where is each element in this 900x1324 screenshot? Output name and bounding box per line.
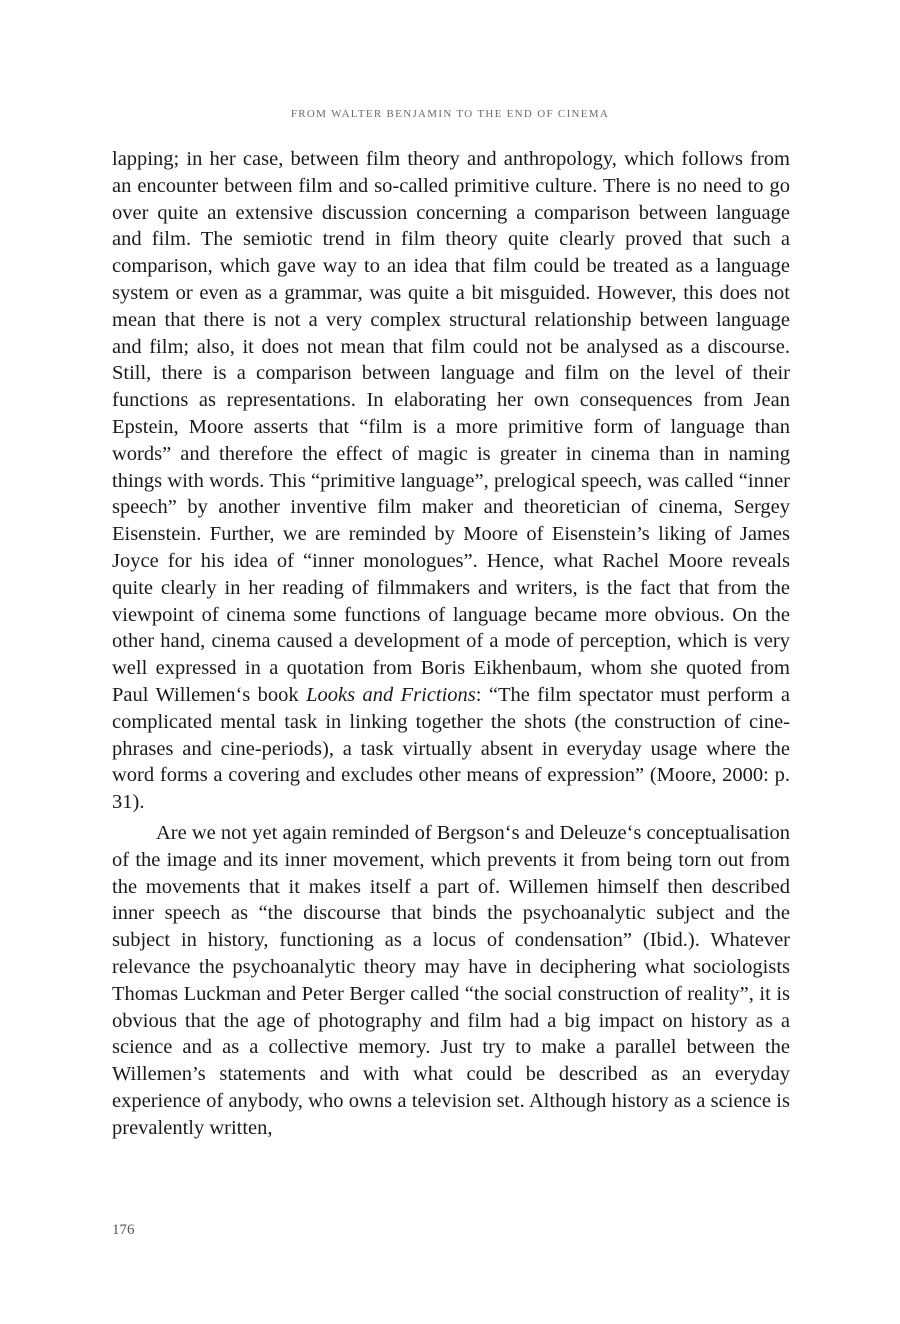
paragraph (112, 146, 790, 816)
book-title: Looks and Frictions (306, 683, 476, 706)
paragraph-text: : “The film spectator must perform a complicated mental task in linking together the shots (the construction of cine-phrases and cine-periods), a task virtually absent in everyday usage where the word forms a covering and excludes other means of expression” (Moore, 2000: p. 31). (112, 683, 790, 814)
paragraph: Are we not yet again reminded of Bergson‘s and Deleuze‘s conceptualisation of the image and its inner movement, which prevents it from being torn out from the movements that it makes itself a part of. Willemen himself then described inner speech as “the discourse that binds the psychoanalytic subject and the subject in history, functioning as a locus of condensation” (Ibid.). Whatever relevance the psychoanalytic theory may have in deciphering what sociologists Thomas Luckman and Peter Berger called “the social construction of reality”, it is obvious that the age of photography and film had a big impact on history as a science and as a collective memory. Just try to make a parallel between the Willemen’s statements and with what could be described as an everyday experience of anybody, who owns a television set. Although history as a science is prevalently written, (112, 821, 790, 1139)
body-text (112, 146, 790, 1141)
running-head: FROM WALTER BENJAMIN TO THE END OF CINEMA (290, 108, 610, 120)
paragraph-text: lapping; in her case, between film theory and anthropology, which follows from an encounter between film and so-called primitive culture. There is no need to go over quite an extensive discussion concerning a comparison between language and film. The semiotic trend in film theory quite clearly proved that such a comparison, which gave way to an idea that film could be treated as a language system or even as a grammar, was quite a bit misguided. However, this does not mean that there is not a very complex structural relationship between language and film; also, it does not mean that film could not be analysed as a discourse. Still, there is a comparison between language and film on the level of their functions as representations. In elaborating her own consequences from Jean Epstein, Moore asserts that “film is a more primitive form of language than words” and therefore the effect of magic is greater in cinema than in naming things with words. This “primitive language”, prelogical speech, was called “inner speech” by another inventive film maker and theoretician of cinema, Sergey Eisenstein. Further, we are reminded by Moore of Eisenstein’s liking of James Joyce for his idea of “inner monologues”. Hence, what Rachel Moore reveals quite clearly in her reading of filmmakers and writers, is the fact that from the viewpoint of cinema some functions of language became more obvious. On the other hand, cinema caused a development of a mode of perception, which is very well expressed in a quotation from Boris Eikhenbaum, whom she quoted from Paul Willemen‘s book (112, 148, 790, 706)
page-number: 176 (112, 1222, 135, 1238)
